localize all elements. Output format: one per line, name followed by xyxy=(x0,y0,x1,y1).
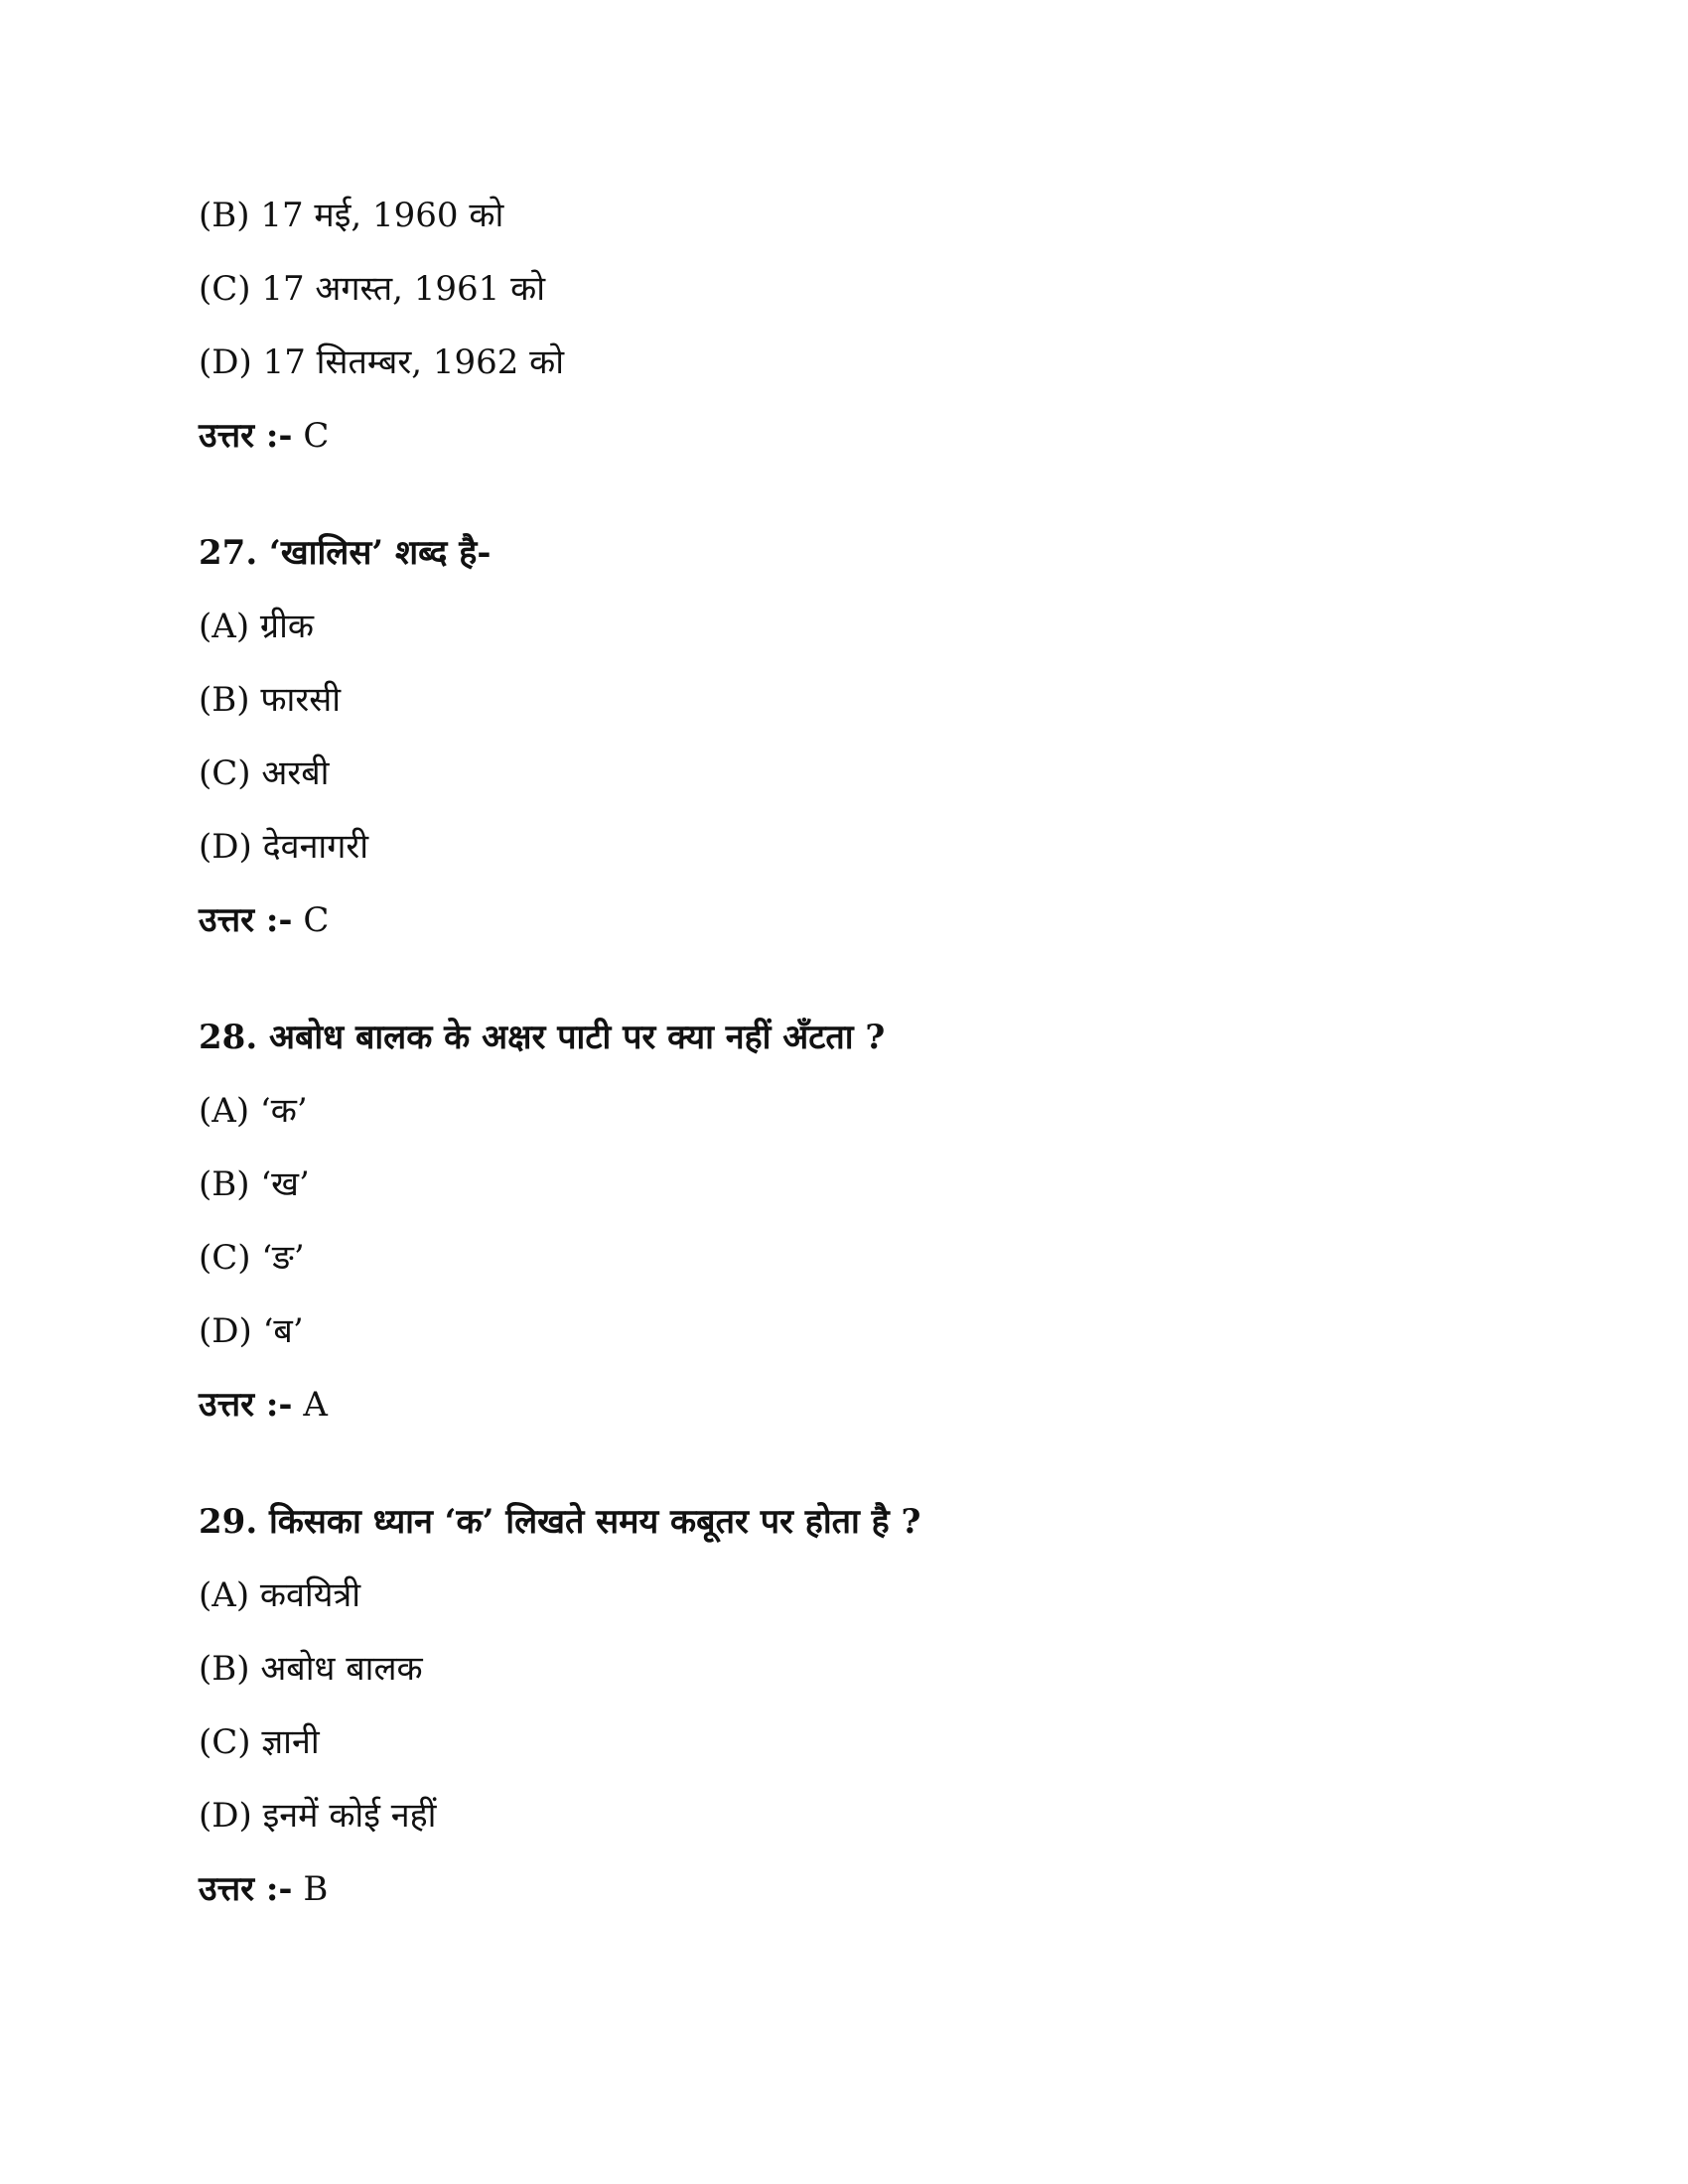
option-text: कवयित्री xyxy=(259,1575,361,1615)
option-key: (B) xyxy=(199,196,250,235)
option-text: अबोध बालक xyxy=(260,1649,423,1689)
option-b xyxy=(199,1647,1489,1691)
option-text: 17 मई, 1960 को xyxy=(260,196,504,235)
option-c xyxy=(199,1236,1489,1280)
option-key: (A) xyxy=(199,607,250,646)
option-text: ज्ञानी xyxy=(261,1722,320,1762)
document-page xyxy=(199,194,1489,1984)
answer-label: उत्तर :- xyxy=(199,900,293,940)
option-a xyxy=(199,605,1489,648)
question-text xyxy=(199,531,1489,575)
option-d xyxy=(199,1309,1489,1353)
question-number: 27. xyxy=(199,533,258,573)
question-27 xyxy=(199,531,1489,942)
option-text: अरबी xyxy=(261,753,330,793)
option-text: 17 सितम्बर, 1962 को xyxy=(262,342,565,382)
answer-value: B xyxy=(303,1869,329,1909)
answer-label: उत्तर :- xyxy=(199,416,293,456)
question-number: 28. xyxy=(199,1018,258,1057)
option-key: (C) xyxy=(199,753,251,793)
question-text xyxy=(199,1016,1489,1059)
option-text: ‘ख’ xyxy=(260,1164,310,1204)
option-key: (C) xyxy=(199,269,251,309)
option-text: ‘क’ xyxy=(259,1091,308,1131)
option-text: देवनागरी xyxy=(262,827,369,867)
answer-value: C xyxy=(303,416,330,456)
answer-value: C xyxy=(303,900,330,940)
option-key: (C) xyxy=(199,1722,251,1762)
option-c xyxy=(199,267,1489,311)
option-text: 17 अगस्त, 1961 को xyxy=(261,269,546,309)
question-29 xyxy=(199,1500,1489,1911)
answer-line xyxy=(199,898,1489,942)
option-key: (D) xyxy=(199,1311,252,1351)
option-b xyxy=(199,678,1489,722)
question-body: अबोध बालक के अक्षर पाटी पर क्या नहीं अँटता ? xyxy=(269,1018,886,1057)
option-b xyxy=(199,1162,1489,1206)
option-b xyxy=(199,194,1489,237)
option-a xyxy=(199,1089,1489,1133)
answer-line xyxy=(199,1383,1489,1427)
option-text: फारसी xyxy=(260,680,342,720)
question-body: किसका ध्यान ‘क’ लिखते समय कबूतर पर होता है ? xyxy=(269,1502,921,1542)
option-d xyxy=(199,1794,1489,1838)
option-key: (C) xyxy=(199,1238,251,1278)
question-body: ‘खालिस’ शब्द है- xyxy=(269,533,492,573)
option-d xyxy=(199,825,1489,869)
option-text: इनमें कोई नहीं xyxy=(262,1796,437,1836)
option-key: (D) xyxy=(199,827,252,867)
option-a xyxy=(199,1573,1489,1617)
answer-line xyxy=(199,1867,1489,1911)
answer-value: A xyxy=(303,1385,328,1425)
option-text: ‘ब’ xyxy=(262,1311,304,1351)
option-key: (B) xyxy=(199,1164,250,1204)
option-key: (D) xyxy=(199,342,252,382)
question-28 xyxy=(199,1016,1489,1427)
option-text: ‘ङ’ xyxy=(261,1238,305,1278)
option-key: (A) xyxy=(199,1575,250,1615)
option-d xyxy=(199,341,1489,384)
answer-line xyxy=(199,414,1489,458)
question-26-continued xyxy=(199,194,1489,458)
option-c xyxy=(199,1720,1489,1764)
option-key: (D) xyxy=(199,1796,252,1836)
option-key: (B) xyxy=(199,1649,250,1689)
question-text xyxy=(199,1500,1489,1544)
option-key: (A) xyxy=(199,1091,250,1131)
option-c xyxy=(199,751,1489,795)
option-key: (B) xyxy=(199,680,250,720)
answer-label: उत्तर :- xyxy=(199,1869,293,1909)
question-number: 29. xyxy=(199,1502,258,1542)
answer-label: उत्तर :- xyxy=(199,1385,293,1425)
option-text: ग्रीक xyxy=(259,607,315,646)
